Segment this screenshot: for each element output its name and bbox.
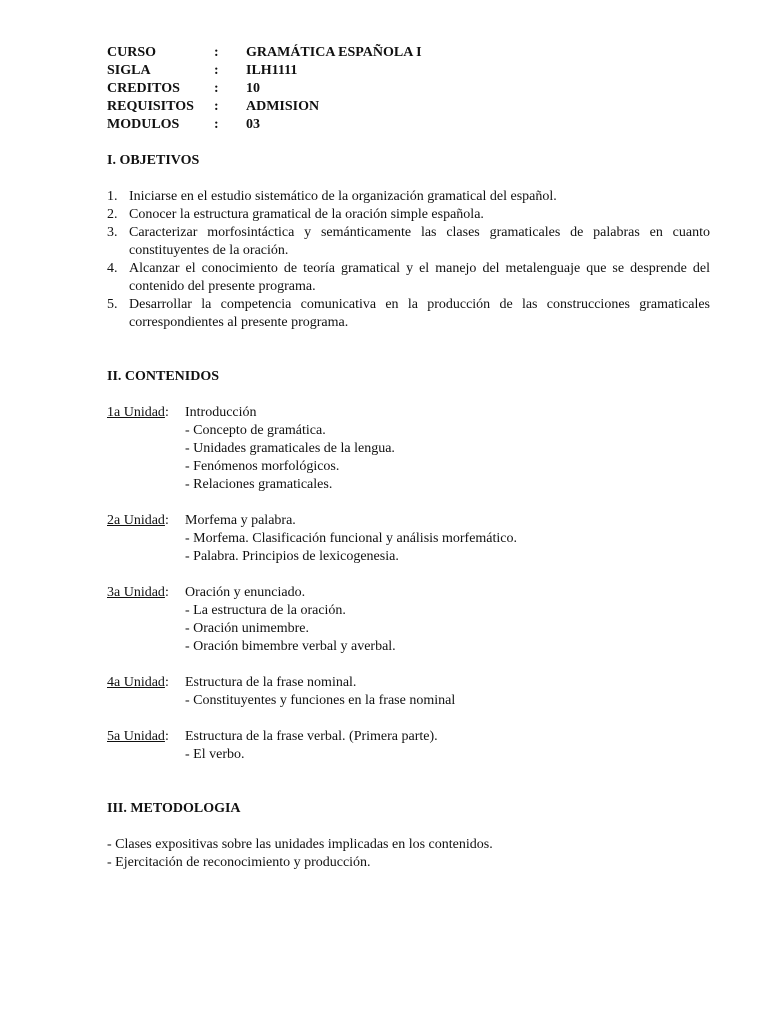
unit-label: 1a Unidad	[107, 405, 165, 420]
header-colon: :	[214, 99, 219, 114]
unit-label: 5a Unidad	[107, 729, 165, 744]
list-item	[107, 296, 710, 332]
section-title-objetivos: I. OBJETIVOS	[107, 153, 200, 168]
unit-colon: :	[164, 585, 169, 600]
unit-title: Estructura de la frase verbal. (Primera parte).	[185, 729, 438, 744]
unit-topic: - El verbo.	[185, 747, 245, 762]
unit-topic: - La estructura de la oración.	[185, 603, 346, 618]
list-item: - Ejercitación de reconocimiento y producción.	[107, 855, 371, 870]
unit-title: Morfema y palabra.	[185, 513, 296, 528]
unit-title: Estructura de la frase nominal.	[185, 675, 357, 690]
header-value: GRAMÁTICA ESPAÑOLA I	[246, 45, 422, 60]
header-row-requisitos	[107, 98, 710, 116]
unit-topic: - Unidades gramaticales de la lengua.	[185, 441, 395, 456]
unit-title: Introducción	[185, 405, 257, 420]
unit-topic: - Relaciones gramaticales.	[185, 477, 333, 492]
header-value: 10	[246, 81, 260, 96]
unit-4	[107, 674, 710, 710]
unit-topic: - Constituyentes y funciones en la frase nominal	[185, 693, 456, 708]
methodology-list	[107, 836, 710, 872]
list-item	[107, 260, 710, 296]
header-colon: :	[214, 45, 219, 60]
list-item-number: 4.	[107, 261, 118, 276]
unit-topic: - Concepto de gramática.	[185, 423, 326, 438]
unit-title: Oración y enunciado.	[185, 585, 306, 600]
header-label: MODULOS	[107, 117, 180, 132]
header-row-sigla	[107, 62, 710, 80]
unit-label: 2a Unidad	[107, 513, 165, 528]
list-item-text: Alcanzar el conocimiento de teoría gramatical y el manejo del metalenguaje que se desprende del contenido del presente programa.	[129, 261, 710, 294]
list-item-text: Conocer la estructura gramatical de la oración simple española.	[129, 207, 484, 222]
unit-topic: - Palabra. Principios de lexicogenesia.	[185, 549, 399, 564]
section-title-metodologia: III. METODOLOGIA	[107, 801, 241, 816]
unit-colon: :	[164, 513, 169, 528]
list-item	[107, 188, 710, 206]
unit-1	[107, 404, 710, 494]
list-item	[107, 206, 710, 224]
header-row-curso	[107, 44, 710, 62]
objectives-list	[107, 188, 710, 332]
list-item-number: 5.	[107, 297, 118, 312]
unit-topic: - Fenómenos morfológicos.	[185, 459, 340, 474]
unit-colon: :	[164, 405, 169, 420]
header-colon: :	[214, 81, 219, 96]
unit-label: 4a Unidad	[107, 675, 165, 690]
list-item: - Clases expositivas sobre las unidades implicadas en los contenidos.	[107, 837, 493, 852]
header-row-creditos	[107, 80, 710, 98]
header-value: ADMISION	[246, 99, 320, 114]
header-colon: :	[214, 63, 219, 78]
list-item-text: Caracterizar morfosintáctica y semánticamente las clases gramaticales de palabras en cuanto constituyentes de la oración.	[129, 225, 710, 258]
list-item-number: 3.	[107, 225, 118, 240]
list-item-number: 1.	[107, 189, 118, 204]
unit-3	[107, 584, 710, 656]
unit-colon: :	[164, 729, 169, 744]
list-item-text: Iniciarse en el estudio sistemático de la organización gramatical del español.	[129, 189, 557, 204]
header-value: ILH1111	[246, 63, 298, 78]
header-label: REQUISITOS	[107, 99, 194, 114]
list-item-number: 2.	[107, 207, 118, 222]
header-label: CREDITOS	[107, 81, 180, 96]
list-item	[107, 224, 710, 260]
header-row-modulos	[107, 116, 710, 134]
list-item-text: Desarrollar la competencia comunicativa en la producción de las construcciones gramaticales correspondientes al presente programa.	[129, 297, 710, 330]
header-colon: :	[214, 117, 219, 132]
section-title-contenidos: II. CONTENIDOS	[107, 369, 220, 384]
unit-topic: - Oración unimembre.	[185, 621, 310, 636]
units-list	[107, 404, 710, 764]
unit-topic: - Morfema. Clasificación funcional y análisis morfemático.	[185, 531, 518, 546]
unit-colon: :	[164, 675, 169, 690]
header-value: 03	[246, 117, 260, 132]
header-label: CURSO	[107, 45, 157, 60]
header-label: SIGLA	[107, 63, 151, 78]
course-header	[107, 44, 710, 134]
unit-topic: - Oración bimembre verbal y averbal.	[185, 639, 396, 654]
unit-2	[107, 512, 710, 566]
unit-5	[107, 728, 710, 764]
unit-label: 3a Unidad	[107, 585, 165, 600]
course-document	[107, 44, 710, 872]
